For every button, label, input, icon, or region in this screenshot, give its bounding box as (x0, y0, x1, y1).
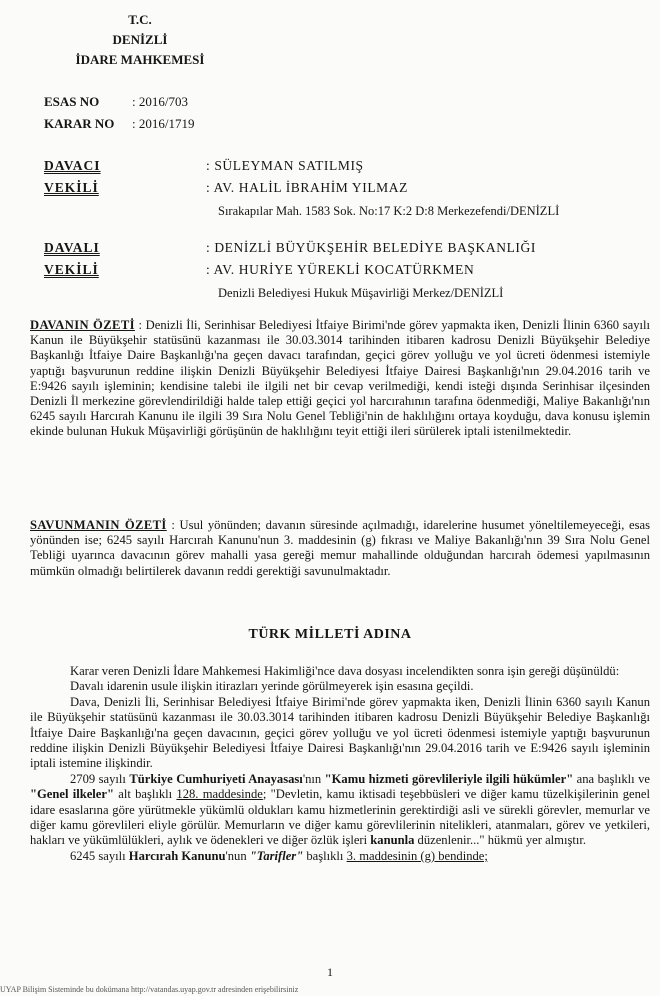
davali-value: : DENİZLİ BÜYÜKŞEHİR BELEDİYE BAŞKANLIĞI (206, 240, 536, 255)
p4-part: ana başlıklı ve (573, 771, 650, 786)
judgment-title: TÜRK MİLLETİ ADINA (248, 627, 412, 642)
page-number: 1 (327, 965, 333, 979)
p5-tarifler: "Tarifler" (249, 848, 304, 863)
p5-part: 'nun (225, 848, 250, 863)
header-tc: T.C. (128, 12, 152, 27)
p4-kanunla: kanunla (370, 833, 415, 848)
uyap-footer: UYAP Bilişim Sisteminde bu dokümana http://vatandas.uyap.gov.tr adresinden erişebilirsiniz (0, 985, 299, 994)
claim-summary (30, 318, 650, 440)
defense-summary-text: : Usul yönünden; davanın süresinde açılmadığı, idarelerine husumet yöneltilemeyeceği, esas yönünden ise; 6245 sayılı Harcırah Kanunu'nun 3. maddesinin (g) fıkrası ve Maliye Bakanlığı'nın 39 Sıra Nolu Genel Tebliği uyarınca davacının görev mahalli yasa gereği memur mahallinde olduğundan harcırah ödemesi yapılmasının mümkün olmadığı belirtilerek davanın reddi gerektiği savunulmaktadır. (30, 518, 651, 578)
p4-law-name: Türkiye Cumhuriyeti Anayasası (129, 771, 303, 786)
vekil2-label: VEKİLİ (44, 262, 99, 277)
p4-subheading-quote: "Genel ilkeler" (30, 787, 114, 802)
claim-summary-heading: DAVANIN ÖZETİ (30, 318, 135, 332)
p5-law-name: Harcırah Kanunu (128, 848, 226, 863)
davali-row (44, 240, 536, 256)
davali-label: DAVALI (44, 240, 100, 255)
p4-part: ; "Devletin, kamu iktisadi teşebbüsleri ve diğer kamu tüzelkişilerinin genel idare esaslarına göre yürütmekle yükümlü oldukları kamu hizmetlerinin gerektirdiği asli ve sürekli görevler, memurlar ve diğer kamu görevlileri eliyle görülür. Memurların ve diğer kamu görevlilerinin nitelikleri, atanmaları, görev ve yetkileri, hakları ve yükümlülükleri, aylık ve ödenekleri ve diğer özlük işleri (30, 787, 651, 848)
defense-summary-heading: SAVUNMANIN ÖZETİ (30, 518, 167, 532)
vekil2-row (44, 262, 474, 278)
vekil1-row (44, 180, 408, 196)
vekil1-label: VEKİLİ (44, 180, 99, 195)
p5-part: başlıklı (303, 848, 347, 863)
karar-row (44, 116, 194, 132)
vekil2-value: : AV. HURİYE YÜREKLİ KOCATÜRKMEN (206, 262, 475, 277)
vekil2-address: Denizli Belediyesi Hukuk Müşavirliği Merkez/DENİZLİ (218, 286, 504, 300)
p4-part: alt başlıklı (113, 787, 177, 802)
karar-label: KARAR NO (44, 116, 115, 131)
esas-value: : 2016/703 (132, 94, 188, 109)
p4-part: 'nın (302, 771, 325, 786)
court-header (70, 10, 210, 70)
body-paragraph-4 (30, 772, 650, 849)
vekil1-address: Sırakapılar Mah. 1583 Sok. No:17 K:2 D:8 Merkezefendi/DENİZLİ (218, 204, 560, 218)
header-court: İDARE MAHKEMESİ (75, 52, 205, 67)
esas-label: ESAS NO (44, 94, 100, 109)
davaci-value: : SÜLEYMAN SATILMIŞ (206, 158, 364, 173)
p4-part: 2709 sayılı (70, 771, 130, 786)
esas-row (44, 94, 188, 110)
vekil1-value: : AV. HALİL İBRAHİM YILMAZ (206, 180, 408, 195)
judgment-body (30, 664, 650, 864)
p5-article-ref: 3. maddesinin (g) bendinde; (346, 848, 488, 863)
p4-heading-quote: "Kamu hizmeti görevlileriyle ilgili hükümler" (324, 771, 574, 786)
body-paragraph-5 (30, 849, 650, 864)
davaci-row (44, 158, 364, 174)
karar-value: : 2016/1719 (132, 116, 195, 131)
davaci-label: DAVACI (44, 158, 101, 173)
p4-part: düzenlenir..." hükmü yer almıştır. (414, 833, 587, 848)
p4-article-ref: 128. maddesinde (176, 787, 263, 802)
body-paragraph-3: Dava, Denizli İli, Serinhisar Belediyesi İtfaiye Birimi'nde görev yapmakta iken, Denizli İlinin 6360 sayılı Kanun ile Büyükşehir statüsünü kazanması ile 30.03.3014 tarihinden itibaren kadrosu Denizli Büyükşehir Belediye Başkanlığı İtfaiye Daire Başkanlığı'na geçen davacının, geçici görev yolluğu ve yol ücreti ödenmesi istemiyle yaptığı başvurunun reddine ilişkin Denizli Büyükşehir Belediyesi İtfaiye Dairesi Başkanlığı'nın 29.04.2016 tarih ve E:9426 sayılı işleminin iptali istemine ilişkindir. (30, 694, 650, 771)
body-paragraph-2: Davalı idarenin usule ilişkin itirazları yerinde görülmeyerek işin esasına geçildi. (70, 679, 474, 694)
claim-summary-text: : Denizli İli, Serinhisar Belediyesi İtfaiye Birimi'nde görev yapmakta iken, Denizli İlinin 6360 sayılı Kanun ile Büyükşehir statüsünü kazanması ile 30.03.3014 tarihinden itibaren kadrosu Denizli Büyükşehir Belediye Başkanlığı İtfaiye Daire Başkanlığı'na geçen davacı tarafından, geçici görev yolluğu ve yol ücreti ödenmesi istemiyle yaptığı başvurunun reddine ilişkin Denizli Büyükşehir Belediyesi İtfaiye Dairesi Başkanlığı'nın 29.04.2016 tarih ve E:9426 sayılı işleminin; kendisine talebi ile ilgili net bir cevap verilmediği, kendi isteği dışında Serinhisar ilçesinden Denizli İl merkezine görevlendirildiği halde talep ettiği geçici yol harcırahının tarafına ödenmediği, Maliye Bakanlığı'nın 6245 sayılı Harcırah Kanunu ile ilgili 39 Sıra Nolu Genel Tebliği'nin de haklılığını ortaya koyduğu, dava konusu işlemin ekinde bulunan Hukuk Müşavirliği görüşünün de haklılığını teyit ettiği ileri sürülerek iptali istenilmektedir. (30, 318, 650, 439)
defense-summary (30, 518, 650, 579)
header-city: DENİZLİ (112, 32, 168, 47)
p5-part: 6245 sayılı (70, 848, 129, 863)
body-paragraph-1: Karar veren Denizli İdare Mahkemesi Hakimliği'nce dava dosyası incelendikten sonra işin gereği düşünüldü: (70, 664, 620, 678)
